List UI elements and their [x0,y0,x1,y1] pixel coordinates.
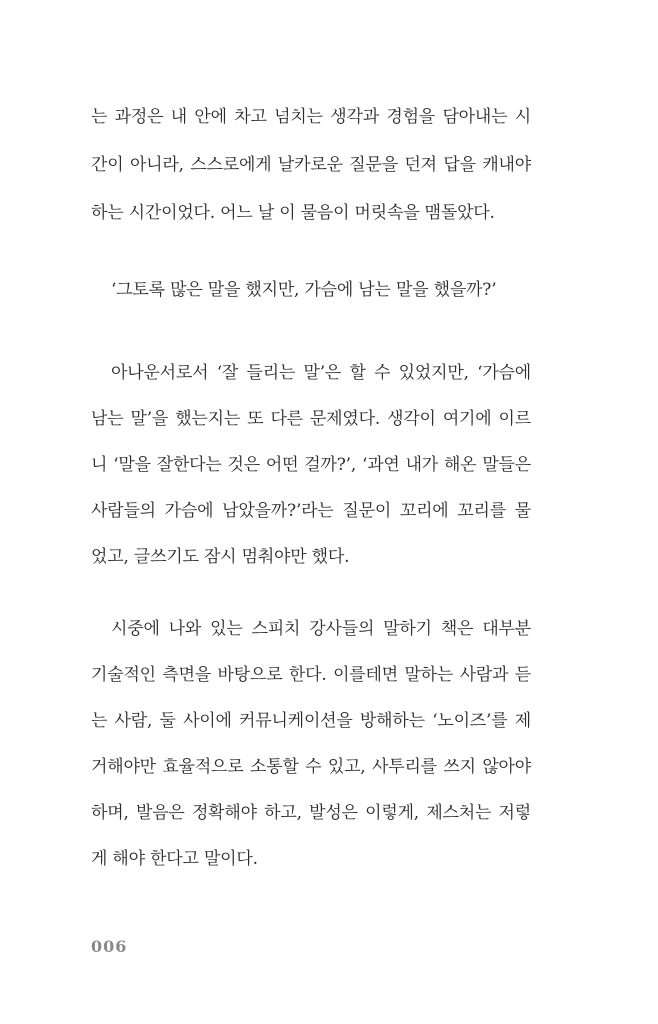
text-line: 는 과정은 내 안에 차고 넘치는 생각과 경험을 담아내는 시 [91,107,531,127]
text-line: 간이 아니라, 스스로에게 날카로운 질문을 던져 답을 캐내야 [91,155,531,175]
text-line: 하며, 발음은 정확해야 하고, 발성은 이렇게, 제스처는 저렇 [91,803,531,823]
text-line: 게 해야 한다고 말이다. [91,849,258,869]
text-line: 시중에 나와 있는 스피치 강사들의 말하기 책은 대부분 [111,619,531,639]
text-line: 기술적인 측면을 바탕으로 한다. 이를테면 말하는 사람과 듣 [91,665,531,685]
text-line: 는 사람, 둘 사이에 커뮤니케이션을 방해하는 ‘노이즈’를 제 [91,711,531,731]
page-number: 006 [91,937,128,956]
text-line: 하는 시간이었다. 어느 날 이 물음이 머릿속을 맴돌았다. [91,203,495,223]
text-line: 아나운서로서 ‘잘 들리는 말’은 할 수 있었지만, ‘가슴에 [111,363,531,383]
text-line: 남는 말’을 했는지는 또 다른 문제였다. 생각이 여기에 이르 [91,409,531,429]
text-line: 거해야만 효율적으로 소통할 수 있고, 사투리를 쓰지 않아야 [91,757,531,777]
text-line: 니 ‘말을 잘한다는 것은 어떤 걸까?’, ‘과연 내가 해온 말들은 [91,455,531,475]
text-line: ‘그토록 많은 말을 했지만, 가슴에 남는 말을 했을까?’ [111,280,497,300]
text-line: 었고, 글쓰기도 잠시 멈춰야만 했다. [91,547,350,567]
text-line: 사람들의 가슴에 남았을까?’라는 질문이 꼬리에 꼬리를 물 [91,501,531,521]
